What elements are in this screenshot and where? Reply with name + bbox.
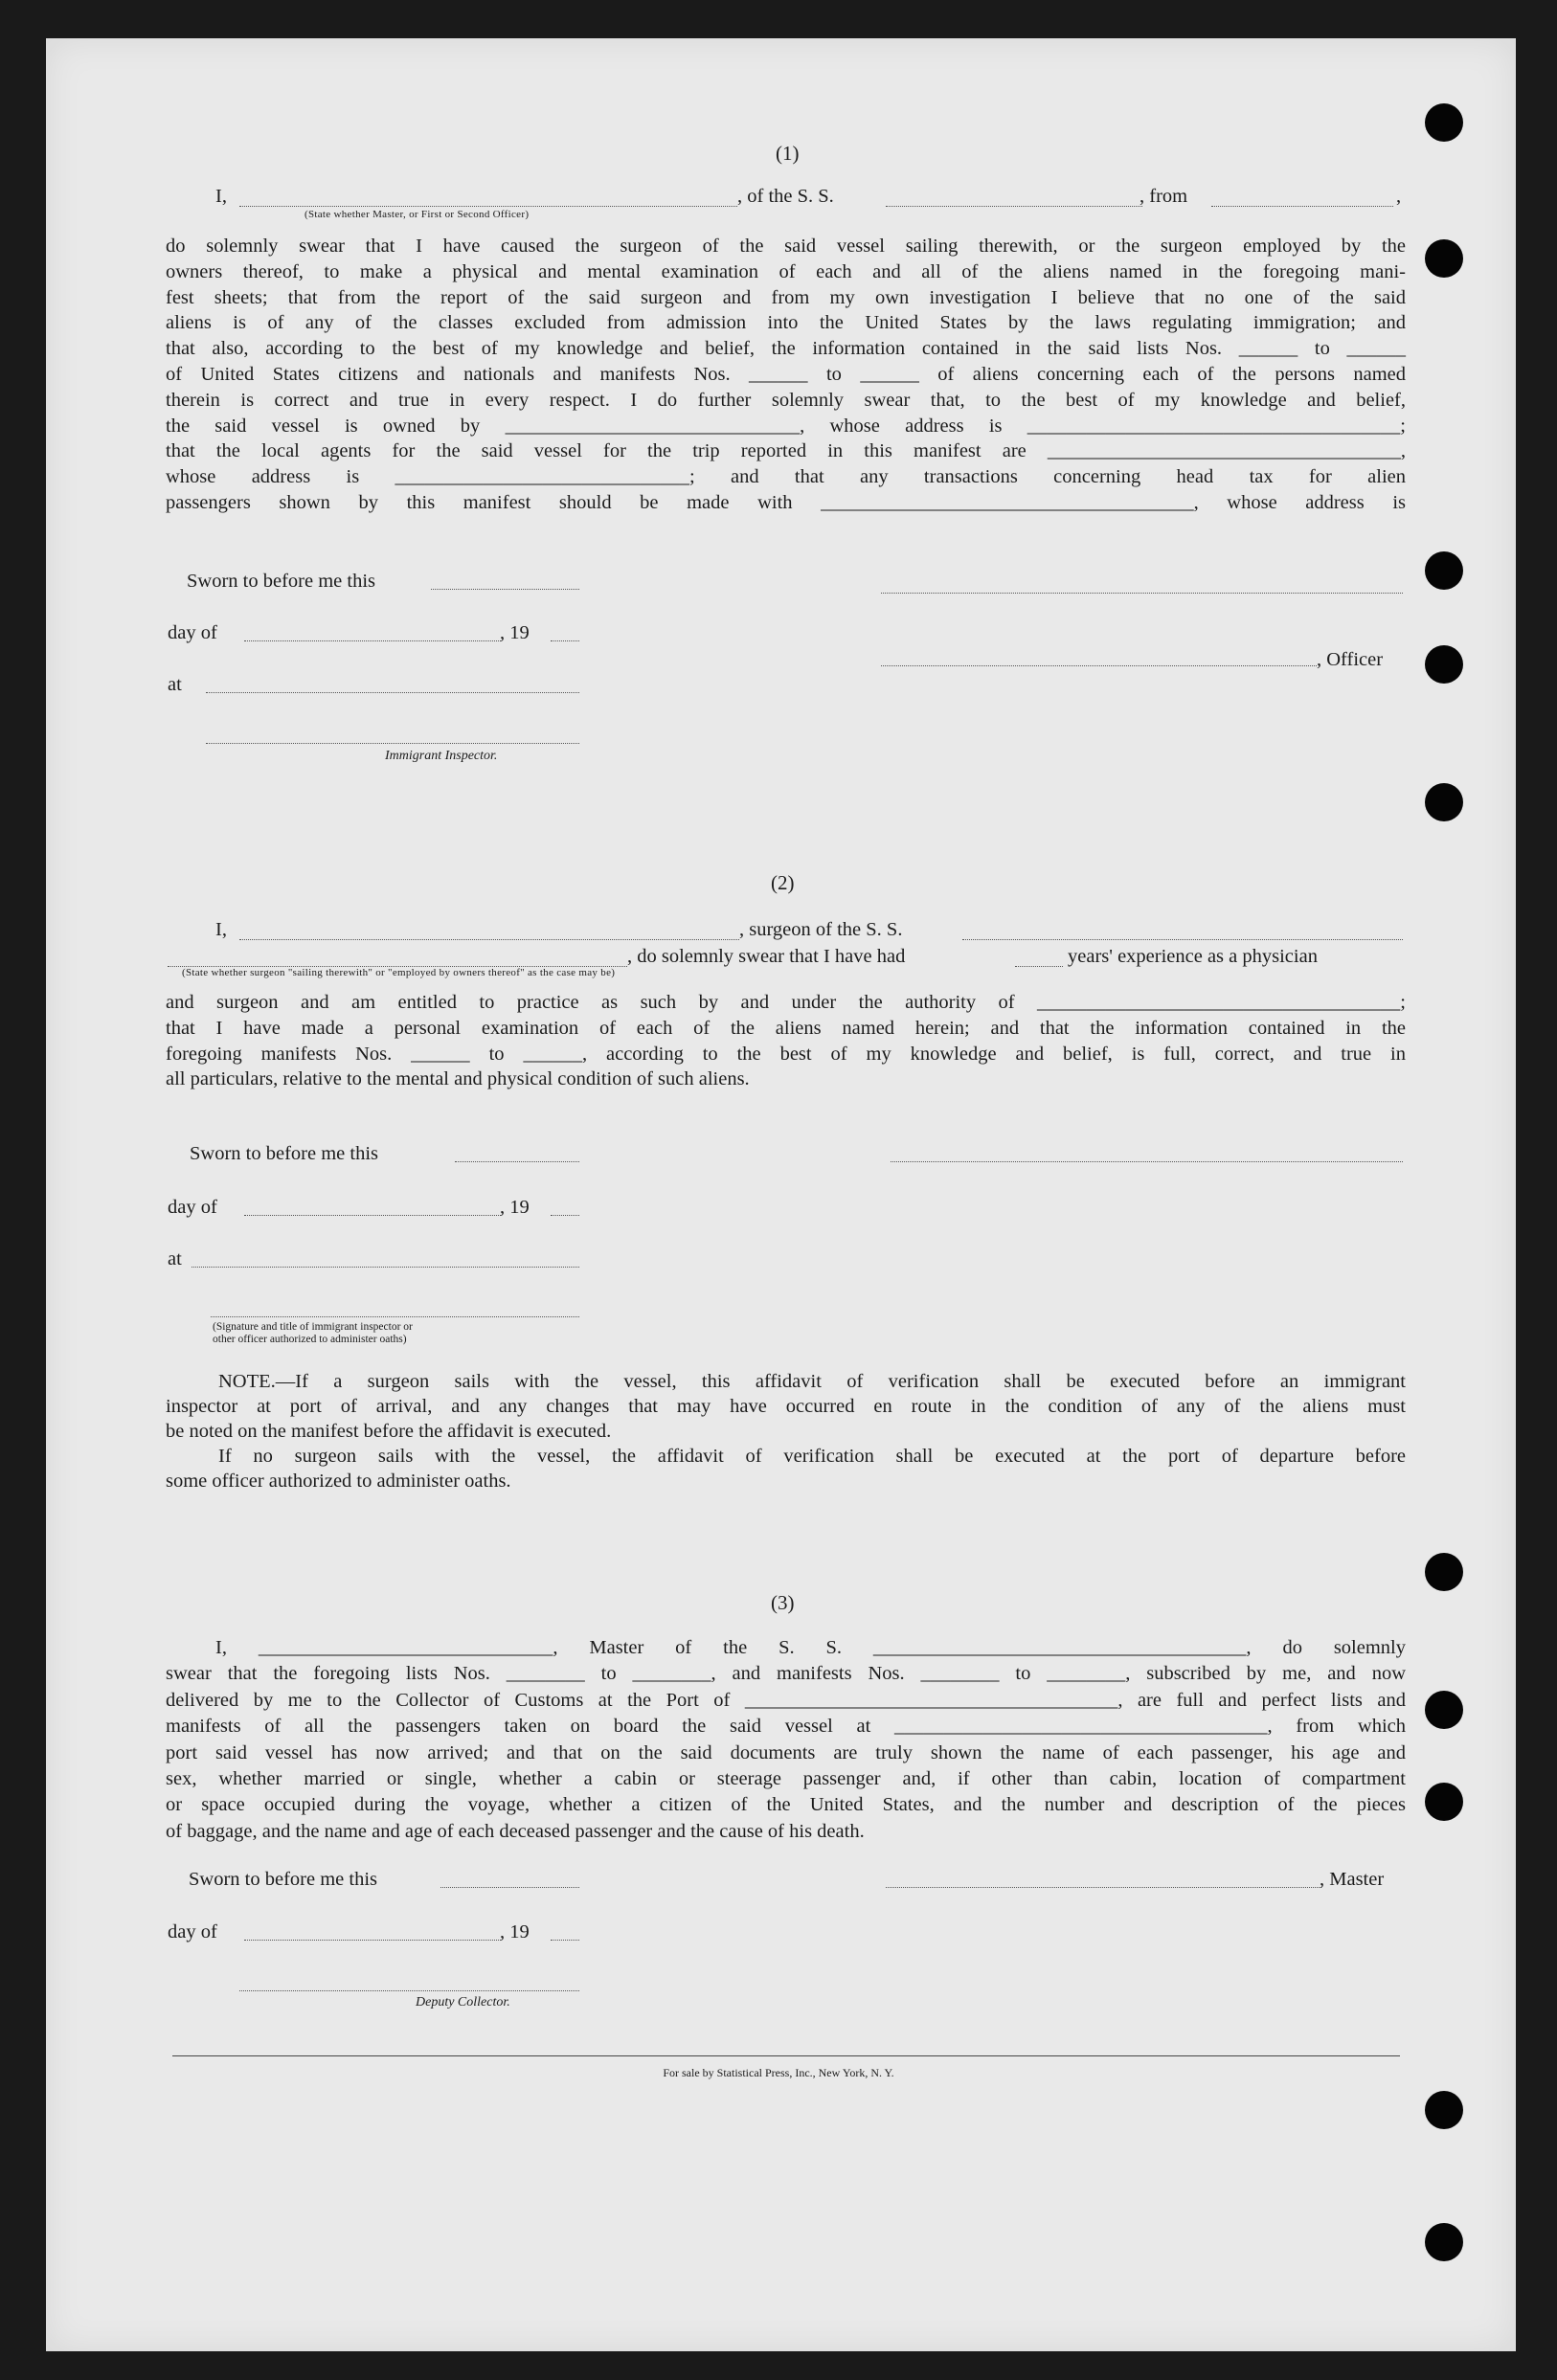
section-3-number: (3)	[771, 1591, 795, 1614]
punch-hole	[1425, 645, 1463, 684]
deputy-signature-line[interactable]	[239, 1989, 579, 1991]
section-1-line: do solemnly swear that I have caused the surgeon of the said vessel sailing therewith, or the surgeon employed by the	[166, 236, 1406, 257]
years-label: years' experience as a physician	[1068, 946, 1318, 967]
printer-footer: For sale by Statistical Press, Inc., New York, N. Y.	[663, 2066, 894, 2079]
section-3-line: or space occupied during the voyage, whether a citizen of the United States, and the number and description of the pieces	[166, 1794, 1406, 1816]
section-3-line: swear that the foregoing lists Nos. ________ to ________, and manifests Nos. ________ to ________, subscribed by me, and now	[166, 1663, 1406, 1685]
section-3-line: manifests of all the passengers taken on board the said vessel at ______________________________________, from which	[166, 1716, 1406, 1738]
sig-caption-line-1: (Signature and title of immigrant inspector or	[213, 1321, 413, 1333]
day-of-field-1[interactable]	[244, 640, 501, 641]
note-line: some officer authorized to administer oaths.	[166, 1471, 511, 1492]
section-1-line: owners thereof, to make a physical and mental examination of each and all of the aliens named in the foregoing mani-	[166, 260, 1406, 282]
officer-signature-line-1b[interactable]	[881, 664, 1317, 666]
inspector-signature-line[interactable]	[206, 742, 579, 744]
sworn-label-1: Sworn to before me this	[187, 571, 375, 592]
section-2-line: that I have made a personal examination of each of the aliens named herein; and that the information contained in the	[166, 1017, 1406, 1039]
surgeon-vessel-field[interactable]	[962, 938, 1403, 940]
year-field-3[interactable]	[551, 1939, 579, 1941]
surgeon-of-label: , surgeon of the S. S.	[739, 919, 903, 940]
nineteen-label-3: , 19	[500, 1921, 530, 1942]
section-1-line: therein is correct and true in every respect. I do further solemnly swear that, to the best of my knowledge and belief,	[166, 389, 1406, 411]
at-field-2[interactable]	[192, 1266, 579, 1268]
sworn-date-field-3[interactable]	[440, 1886, 579, 1888]
deputy-collector-caption: Deputy Collector.	[416, 1995, 510, 2010]
section-2-hint: (State whether surgeon "sailing therewith" or "employed by owners thereof" as the case may be)	[182, 967, 616, 978]
note-line: inspector at port of arrival, and any changes that may have occurred en route in the condition of any of the aliens must	[166, 1396, 1406, 1417]
section-1-hint: (State whether Master, or First or Second Officer)	[305, 209, 530, 220]
section-1-body	[166, 234, 1406, 516]
from-label: , from	[1140, 186, 1188, 207]
immigrant-inspector-caption: Immigrant Inspector.	[385, 749, 498, 763]
section-3-line: sex, whether married or single, whether a cabin or steerage passenger and, if other than cabin, location of compartment	[166, 1768, 1406, 1790]
punch-hole	[1425, 551, 1463, 590]
day-of-label-3: day of	[168, 1921, 217, 1942]
section-2-line: and surgeon and am entitled to practice as such by and under the authority of _____________________________________;	[166, 992, 1406, 1013]
swear-label: , do solemnly swear that I have had	[627, 946, 906, 967]
section-1-line: passengers shown by this manifest should be made with ______________________________________, whose address is	[166, 491, 1406, 513]
officer-title-field[interactable]	[239, 205, 737, 207]
surgeon-signature-line[interactable]	[891, 1160, 1403, 1162]
punch-hole	[1425, 1783, 1463, 1821]
nineteen-label-2: , 19	[500, 1197, 530, 1218]
section-3-line: delivered by me to the Collector of Customs at the Port of ______________________________________, are full and perfect lists and	[166, 1689, 1406, 1711]
punch-hole	[1425, 1553, 1463, 1591]
master-signature-line[interactable]	[886, 1886, 1321, 1888]
oath-officer-signature-line[interactable]	[211, 1315, 579, 1317]
sworn-date-field-1[interactable]	[431, 588, 579, 590]
punch-hole	[1425, 239, 1463, 278]
at-label-2: at	[168, 1248, 182, 1269]
section-2-number: (2)	[771, 871, 795, 894]
nineteen-label-1: , 19	[500, 622, 530, 643]
section-1-line: fest sheets; that from the report of the said surgeon and from my own investigation I believe that no one of the said	[166, 286, 1406, 308]
section-2-i: I,	[215, 919, 227, 940]
section-2-body	[166, 990, 1406, 1092]
sworn-date-field-2[interactable]	[455, 1160, 579, 1162]
note-line: NOTE.—If a surgeon sails with the vessel, this affidavit of verification shall be executed before an immigrant	[218, 1371, 1406, 1392]
section-3-line: I, ______________________________, Master of the S. S. ______________________________________, do solemnly	[215, 1637, 1406, 1658]
note-line: If no surgeon sails with the vessel, the affidavit of verification shall be executed at the port of departure before	[218, 1446, 1406, 1467]
section-2-line: all particulars, relative to the mental and physical condition of such aliens.	[166, 1068, 750, 1090]
section-3-body	[166, 1635, 1406, 1845]
note-line: be noted on the manifest before the affidavit is executed.	[166, 1421, 612, 1442]
at-field-1[interactable]	[206, 691, 579, 693]
vessel-name-field[interactable]	[886, 205, 1142, 207]
officer-signature-line-1a[interactable]	[881, 592, 1403, 594]
section-2-line: foregoing manifests Nos. ______ to ______, according to the best of my knowledge and belief, is full, correct, and true in	[166, 1043, 1406, 1065]
section-1-line: that the local agents for the said vessel for the trip reported in this manifest are ____________________________________,	[166, 440, 1406, 462]
day-of-label-2: day of	[168, 1197, 217, 1218]
sworn-label-2: Sworn to before me this	[190, 1143, 378, 1164]
year-field-2[interactable]	[551, 1214, 579, 1216]
punch-hole	[1425, 783, 1463, 821]
day-of-label-1: day of	[168, 622, 217, 643]
year-field-1[interactable]	[551, 640, 579, 641]
section-1-line: aliens is of any of the classes excluded from admission into the United States by the laws regulating immigration; and	[166, 312, 1406, 334]
section-1-line: whose address is ______________________________; and that any transactions concerning head tax for alien	[166, 466, 1406, 488]
section-1-line: of United States citizens and nationals and manifests Nos. ______ to ______ of aliens concerning each of the persons named	[166, 363, 1406, 385]
master-label: , Master	[1320, 1869, 1385, 1890]
section-1-number: (1)	[776, 142, 800, 165]
comma: ,	[1396, 186, 1402, 207]
section-1-line: the said vessel is owned by ______________________________, whose address is ______________________________________;	[166, 415, 1406, 437]
years-field[interactable]	[1015, 965, 1063, 967]
punch-hole	[1425, 1691, 1463, 1729]
sig-caption-line-2: other officer authorized to administer oaths)	[213, 1334, 407, 1345]
day-of-field-3[interactable]	[244, 1939, 501, 1941]
punch-hole	[1425, 2091, 1463, 2129]
sworn-label-3: Sworn to before me this	[189, 1869, 377, 1890]
section-3-line: port said vessel has now arrived; and that on the said documents are truly shown the name of each passenger, his age and	[166, 1741, 1406, 1763]
of-ss-label: , of the S. S.	[737, 186, 834, 207]
surgeon-name-field[interactable]	[239, 938, 739, 940]
footer-rule	[172, 2055, 1400, 2056]
section-3-line: of baggage, and the name and age of each deceased passenger and the cause of his death.	[166, 1820, 865, 1842]
at-label-1: at	[168, 674, 182, 695]
section-1-line: that also, according to the best of my knowledge and belief, the information contained in the said lists Nos. ______ to ______	[166, 338, 1406, 360]
section-1-i: I,	[215, 186, 227, 207]
day-of-field-2[interactable]	[244, 1214, 501, 1216]
officer-label: , Officer	[1317, 649, 1384, 670]
punch-hole	[1425, 103, 1463, 142]
from-port-field[interactable]	[1211, 205, 1393, 207]
punch-hole	[1425, 2223, 1463, 2261]
note-block	[166, 1369, 1406, 1493]
